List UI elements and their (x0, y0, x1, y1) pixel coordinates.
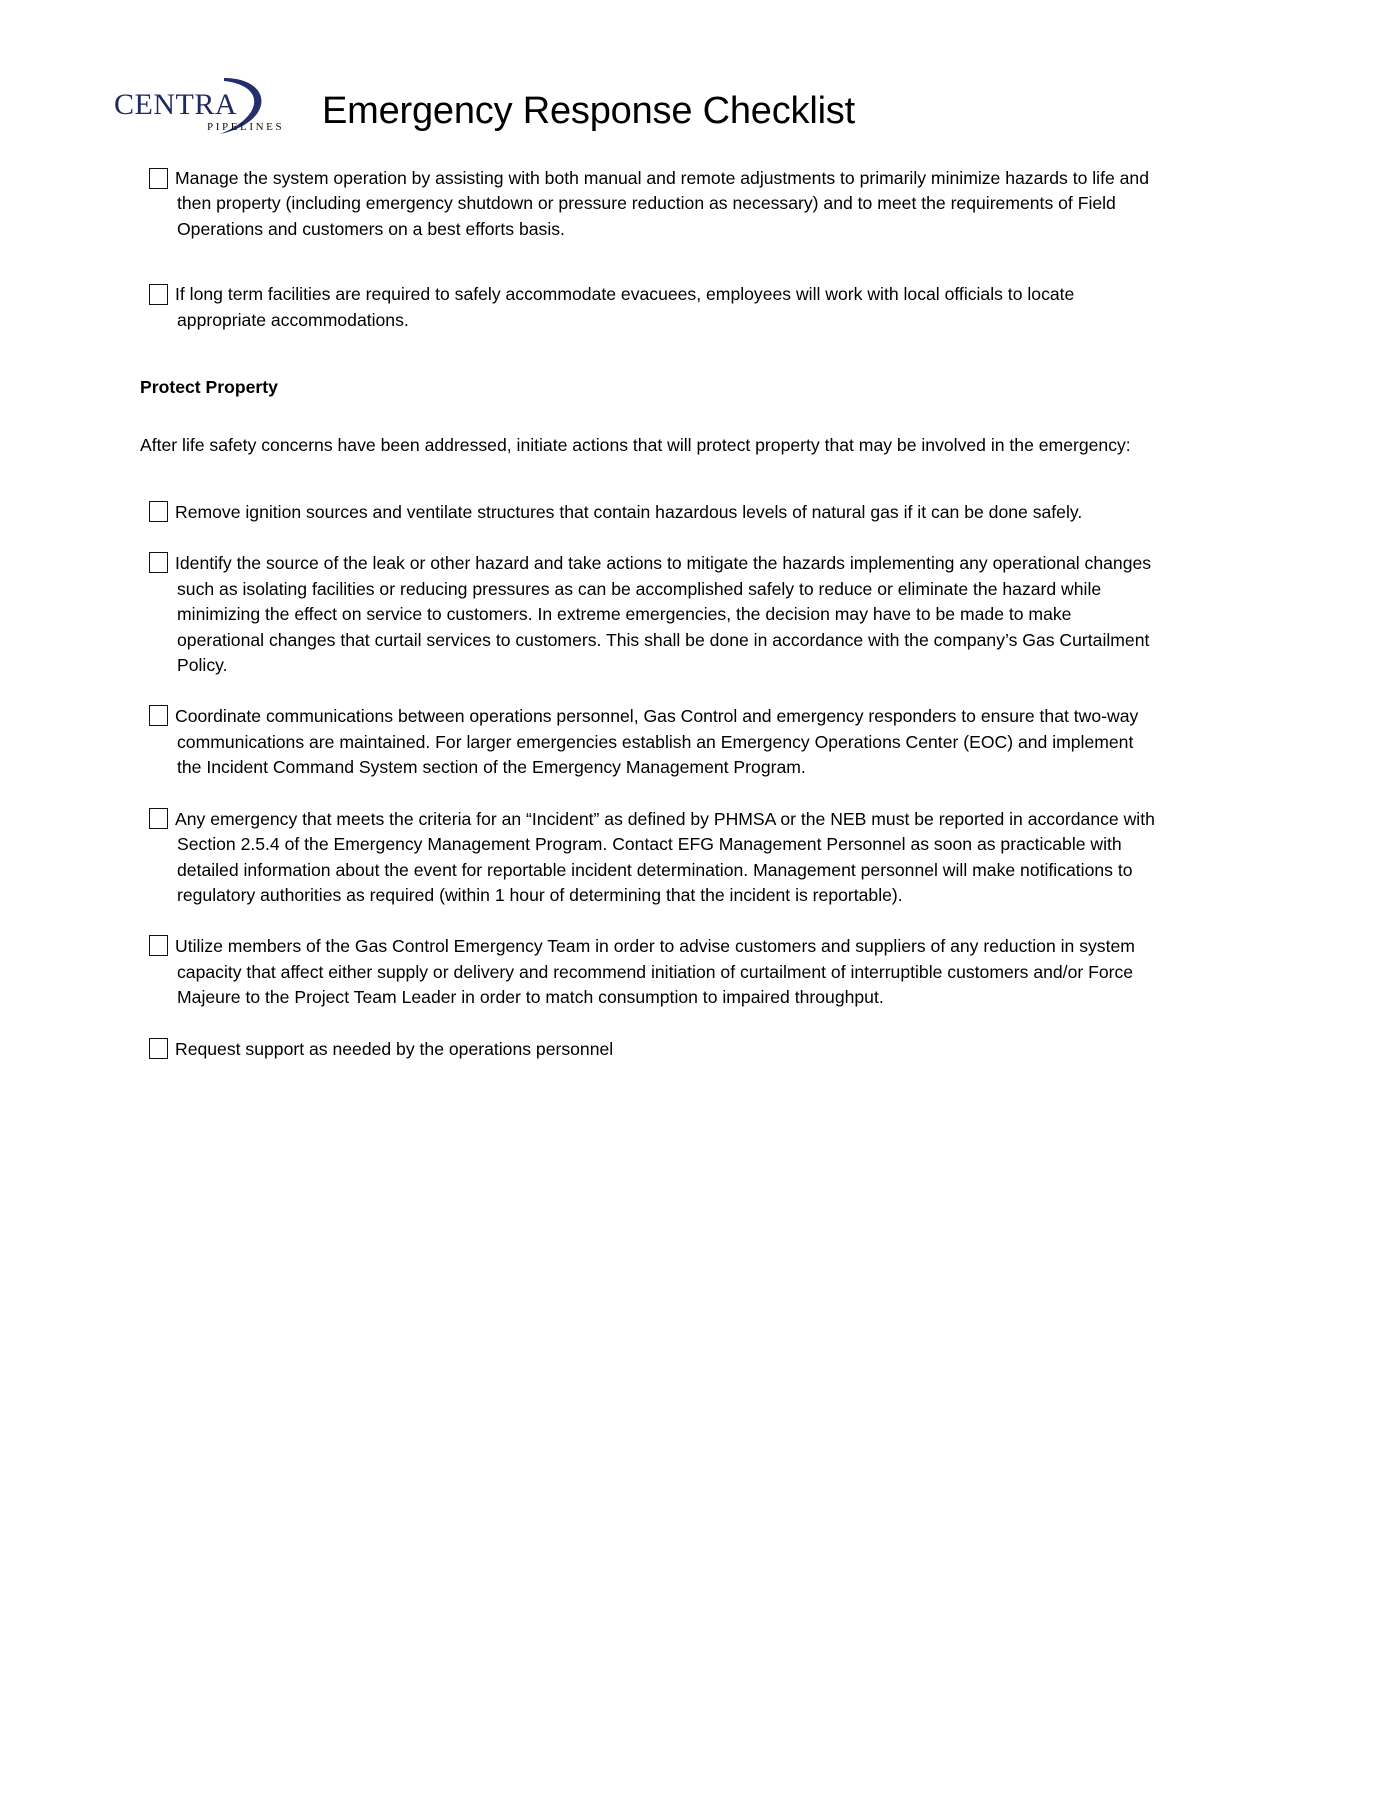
checklist-item-label: Manage the system operation by assisting with both manual and remote adjustments to primarily minimize hazards to life and then property (including emergency shutdown or pressure reduction as necessary) and to meet the requirements of Field Operations and customers on a best efforts basis. (175, 168, 1149, 239)
checklist-item-label: Identify the source of the leak or other hazard and take actions to mitigate the hazards implementing any operational changes such as isolating facilities or reducing pressures as can be accomplished safely to reduce or eliminate the hazard while minimizing the effect on service to customers. In extreme emergencies, the decision may have to be made to make operational changes that curtail services to customers. This shall be done in accordance with the company’s Gas Curtailment Policy. (175, 553, 1152, 676)
logo-subtext: PIPELINES (207, 121, 285, 133)
section-intro-text: After life safety concerns have been addressed, initiate actions that will protect property that may be involved in the emergency: (140, 435, 1131, 456)
logo-graphic (112, 72, 308, 138)
checklist-item-label: Request support as needed by the operations personnel (175, 1038, 614, 1059)
checklist-item[interactable] (140, 704, 1158, 780)
checklist-item-label: Coordinate communications between operations personnel, Gas Control and emergency responders to ensure that two-way communications are maintained. For larger emergencies establish an Emergency Operations Center (EOC) and implement the Incident Command System section of the Emergency Management Program. (175, 706, 1139, 778)
checkbox-icon[interactable] (149, 1038, 168, 1059)
logo-wordmark: CENTRA (114, 88, 237, 121)
checklist-item-label: Any emergency that meets the criteria for an “Incident” as defined by PHMSA or the NEB must be reported in accordance with Section 2.5.4 of the Emergency Management Program. Contact EFG Management Personnel as soon as practicable with detailed information about the event for reportable incident determination. Management personnel will make notifications to regulatory authorities as required (within 1 hour of determining that the incident is reportable). (175, 808, 1155, 905)
checkbox-icon[interactable] (149, 935, 168, 956)
centra-pipelines-logo (112, 72, 308, 138)
checklist-item[interactable] (140, 934, 1158, 1010)
checklist-item[interactable] (140, 1037, 1158, 1062)
checklist-group-protect-property (140, 500, 1158, 1062)
checklist-item[interactable] (140, 551, 1158, 678)
checklist-group-top (140, 166, 1158, 333)
checkbox-icon[interactable] (149, 705, 168, 726)
document-body (140, 166, 1158, 1088)
checklist-item[interactable] (140, 282, 1158, 333)
checkbox-icon[interactable] (149, 808, 168, 829)
checklist-item[interactable] (140, 500, 1158, 525)
page-title: Emergency Response Checklist (322, 90, 855, 132)
checkbox-icon[interactable] (149, 501, 168, 522)
checkbox-icon[interactable] (149, 552, 168, 573)
section-heading-protect-property: Protect Property (140, 377, 278, 398)
checkbox-icon[interactable] (149, 284, 168, 305)
spacer (140, 268, 1158, 282)
document-header (0, 62, 1391, 138)
checklist-item[interactable] (140, 166, 1158, 242)
checkbox-icon[interactable] (149, 168, 168, 189)
checklist-item-label: If long term facilities are required to safely accommodate evacuees, employees will work with local officials to locate appropriate accommodations. (175, 284, 1075, 330)
checklist-item-label: Utilize members of the Gas Control Emergency Team in order to advise customers and suppliers of any reduction in system capacity that affect either supply or delivery and recommend initiation of curtailment of interruptible customers and/or Force Majeure to the Project Team Leader in order to match consumption to impaired throughput. (175, 936, 1135, 1008)
checklist-item[interactable] (140, 807, 1158, 909)
checklist-item-label: Remove ignition sources and ventilate structures that contain hazardous levels of natural gas if it can be done safely. (175, 502, 1083, 523)
